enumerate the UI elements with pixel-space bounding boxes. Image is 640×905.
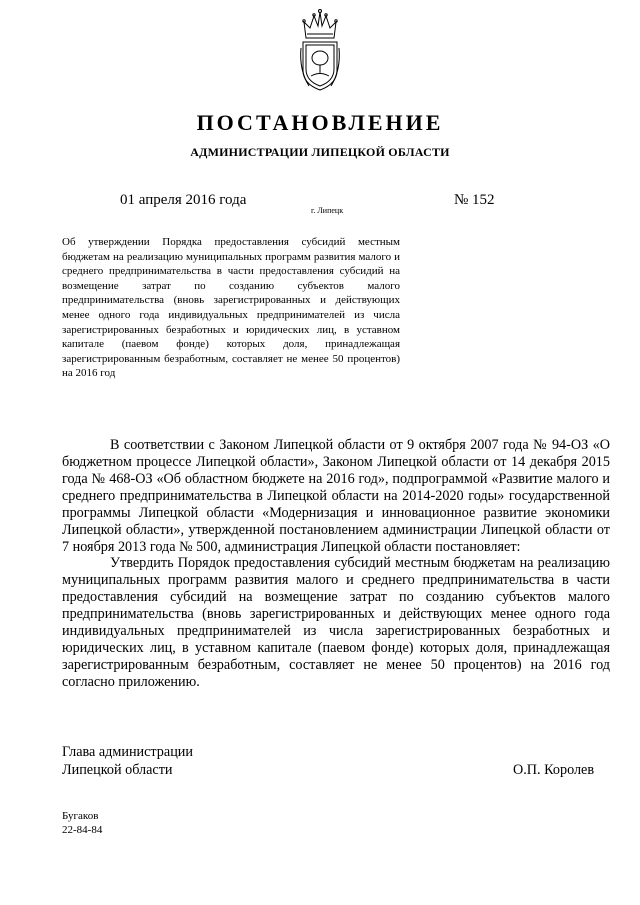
- document-date: 01 апреля 2016 года: [120, 192, 247, 208]
- signatory-name: О.П. Королев: [513, 762, 595, 778]
- executor-phone: 22-84-84: [62, 824, 103, 836]
- signatory-role-line2: Липецкой области: [62, 762, 173, 778]
- signatory-role-line1: Глава администрации: [62, 744, 193, 760]
- issuing-authority: АДМИНИСТРАЦИИ ЛИПЕЦКОЙ ОБЛАСТИ: [190, 145, 450, 159]
- document-city: г. Липецк: [311, 206, 344, 215]
- executor-name: Бугаков: [62, 810, 99, 822]
- coat-of-arms-emblem: [297, 8, 343, 92]
- document-subject: Об утверждении Порядка предоставления субсидий местным бюджетам на реализацию муниципальных программ развития малого и среднего предпринимательства в части предоставления субсидий на возмещение затрат по созданию субъектов малого предпринимательства (вновь зарегистрированных и действующих менее одного года индивидуальных предпринимателей из числа зарегистрированных безработных и юридических лиц, в уставном капитале (паевом фонде) которых доля, принадлежащая зарегистрированным безработным, составляет не менее 50 процентов) на 2016 год: [62, 236, 400, 380]
- resolution-paragraph: Утвердить Порядок предоставления субсидий местным бюджетам на реализацию муниципальных программ развития малого и среднего предпринимательства в части предоставления субсидий на возмещение затрат по созданию субъектов малого предпринимательства (вновь зарегистрированных и действующих менее одного года индивидуальных предпринимателей из числа зарегистрированных безработных и юридических лиц, в уставном капитале (паевом фонде) которых доля, принадлежащая зарегистрированным безработным, составляет не менее 50 процентов) на 2016 год согласно приложению.: [62, 555, 610, 690]
- document-number: № 152: [454, 192, 495, 208]
- document-title: ПОСТАНОВЛЕНИЕ: [196, 110, 444, 135]
- preamble-paragraph: В соответствии с Законом Липецкой области от 9 октября 2007 года № 94-ОЗ «О бюджетном процессе Липецкой области», Законом Липецкой области от 14 декабря 2015 года № 468-ОЗ «Об областном бюджете на 2016 год», подпрограммой «Развитие малого и среднего предпринимательства в Липецкой области на 2014-2020 годы» государственной программы Липецкой области «Модернизация и инновационное развитие экономики Липецкой области», утвержденной постановлением администрации Липецкой области от 7 ноября 2013 года № 500, администрация Липецкой области постановляет:: [62, 437, 610, 555]
